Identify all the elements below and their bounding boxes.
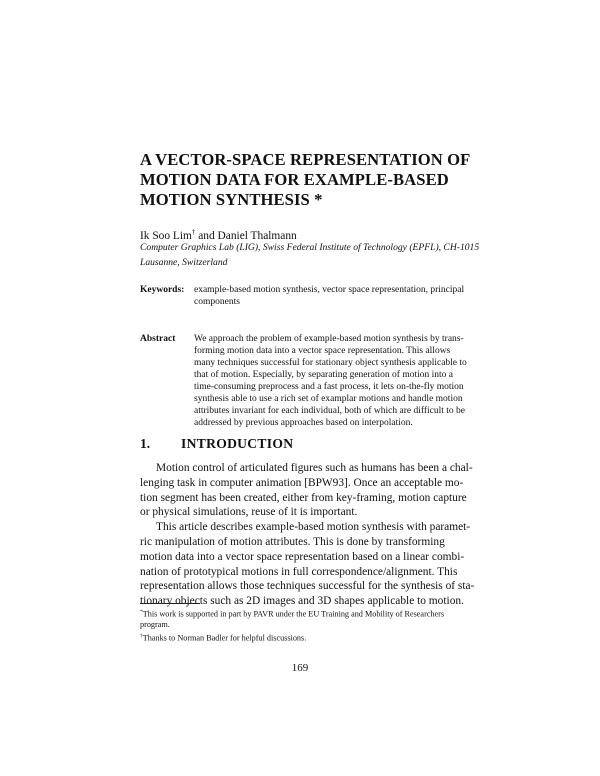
body-line: nation of prototypical motions in full correspondence/alignment. This	[140, 565, 458, 578]
footnote-text: Thanks to Norman Badler for helpful discussions.	[142, 633, 307, 643]
abstract-line: addressed by previous approaches based on interpolation.	[194, 418, 413, 428]
keywords-text	[194, 284, 494, 308]
title-line: MOTION SYNTHESIS *	[140, 190, 323, 209]
keywords-label: Keywords:	[140, 285, 185, 295]
abstract-text	[194, 333, 494, 429]
section-number: 1.	[140, 436, 151, 451]
footnotes	[140, 607, 480, 644]
abstract-line: that of motion. Especially, by separating generation of motion into a	[194, 370, 453, 380]
paper-title	[140, 150, 500, 210]
body-line: Motion control of articulated figures such as humans has been a chal-	[156, 462, 473, 474]
body-line: representation allows those techniques successful for the synthesis of sta-	[140, 580, 475, 593]
body-line: tion segment has been created, either from key-framing, motion capture	[140, 491, 467, 504]
author-footnote-mark: †	[191, 228, 196, 236]
affiliation	[140, 240, 490, 270]
footnote-line	[140, 631, 480, 644]
body-line: or physical simulations, reuse of it is important.	[140, 506, 358, 519]
affiliation-line: Computer Graphics Lab (LIG), Swiss Federal Institute of Technology (EPFL), CH-1015	[140, 242, 480, 253]
footnote-rule	[140, 603, 200, 604]
page-number: 169	[291, 662, 309, 674]
abstract-line: forming motion data into a vector space representation. This allows	[194, 346, 451, 356]
footnote-mark: †	[140, 632, 143, 639]
abstract-line: synthesis able to use a rich set of examplar motions and handle motion	[194, 394, 463, 404]
abstract-line: time-consuming preprocess and a fast process, it lets on-the-fly motion	[194, 382, 464, 392]
abstract-line: We approach the problem of example-based motion synthesis by trans-	[194, 334, 464, 344]
body-line: This article describes example-based motion synthesis with paramet-	[156, 521, 471, 534]
author-name: Ik Soo Lim	[140, 229, 192, 242]
keywords-line: components	[194, 297, 240, 307]
footnote-line: program.	[140, 620, 170, 630]
footnote-mark: *	[140, 609, 143, 615]
body-line: tionary objects such as 2D images and 3D shapes applicable to motion.	[140, 595, 464, 608]
footnote-line	[140, 607, 480, 620]
title-line: MOTION DATA FOR EXAMPLE-BASED	[140, 170, 449, 189]
body-line: motion data into a vector space representation based on a linear combi-	[140, 550, 465, 563]
abstract-label: Abstract	[140, 334, 176, 344]
title-line: A VECTOR-SPACE REPRESENTATION OF	[140, 150, 471, 169]
body-text	[140, 461, 475, 609]
abstract-line: attributes invariant for each individual, both of which are difficult to be	[194, 406, 466, 416]
footnote-text: This work is supported in part by PAVR under the EU Training and Mobility of Researchers	[142, 609, 445, 619]
abstract-line: many techniques successful for stationary object synthesis applicable to	[194, 358, 467, 368]
section-title: INTRODUCTION	[181, 436, 294, 451]
body-line: ric manipulation of motion attributes. This is done by transforming	[140, 535, 445, 548]
body-line: lenging task in computer animation [BPW93]. Once an acceptable mo-	[140, 476, 464, 489]
author-name: and Daniel Thalmann	[195, 229, 297, 242]
affiliation-line: Lausanne, Switzerland	[140, 257, 228, 268]
keywords-line: example-based motion synthesis, vector space representation, principal	[194, 285, 465, 295]
